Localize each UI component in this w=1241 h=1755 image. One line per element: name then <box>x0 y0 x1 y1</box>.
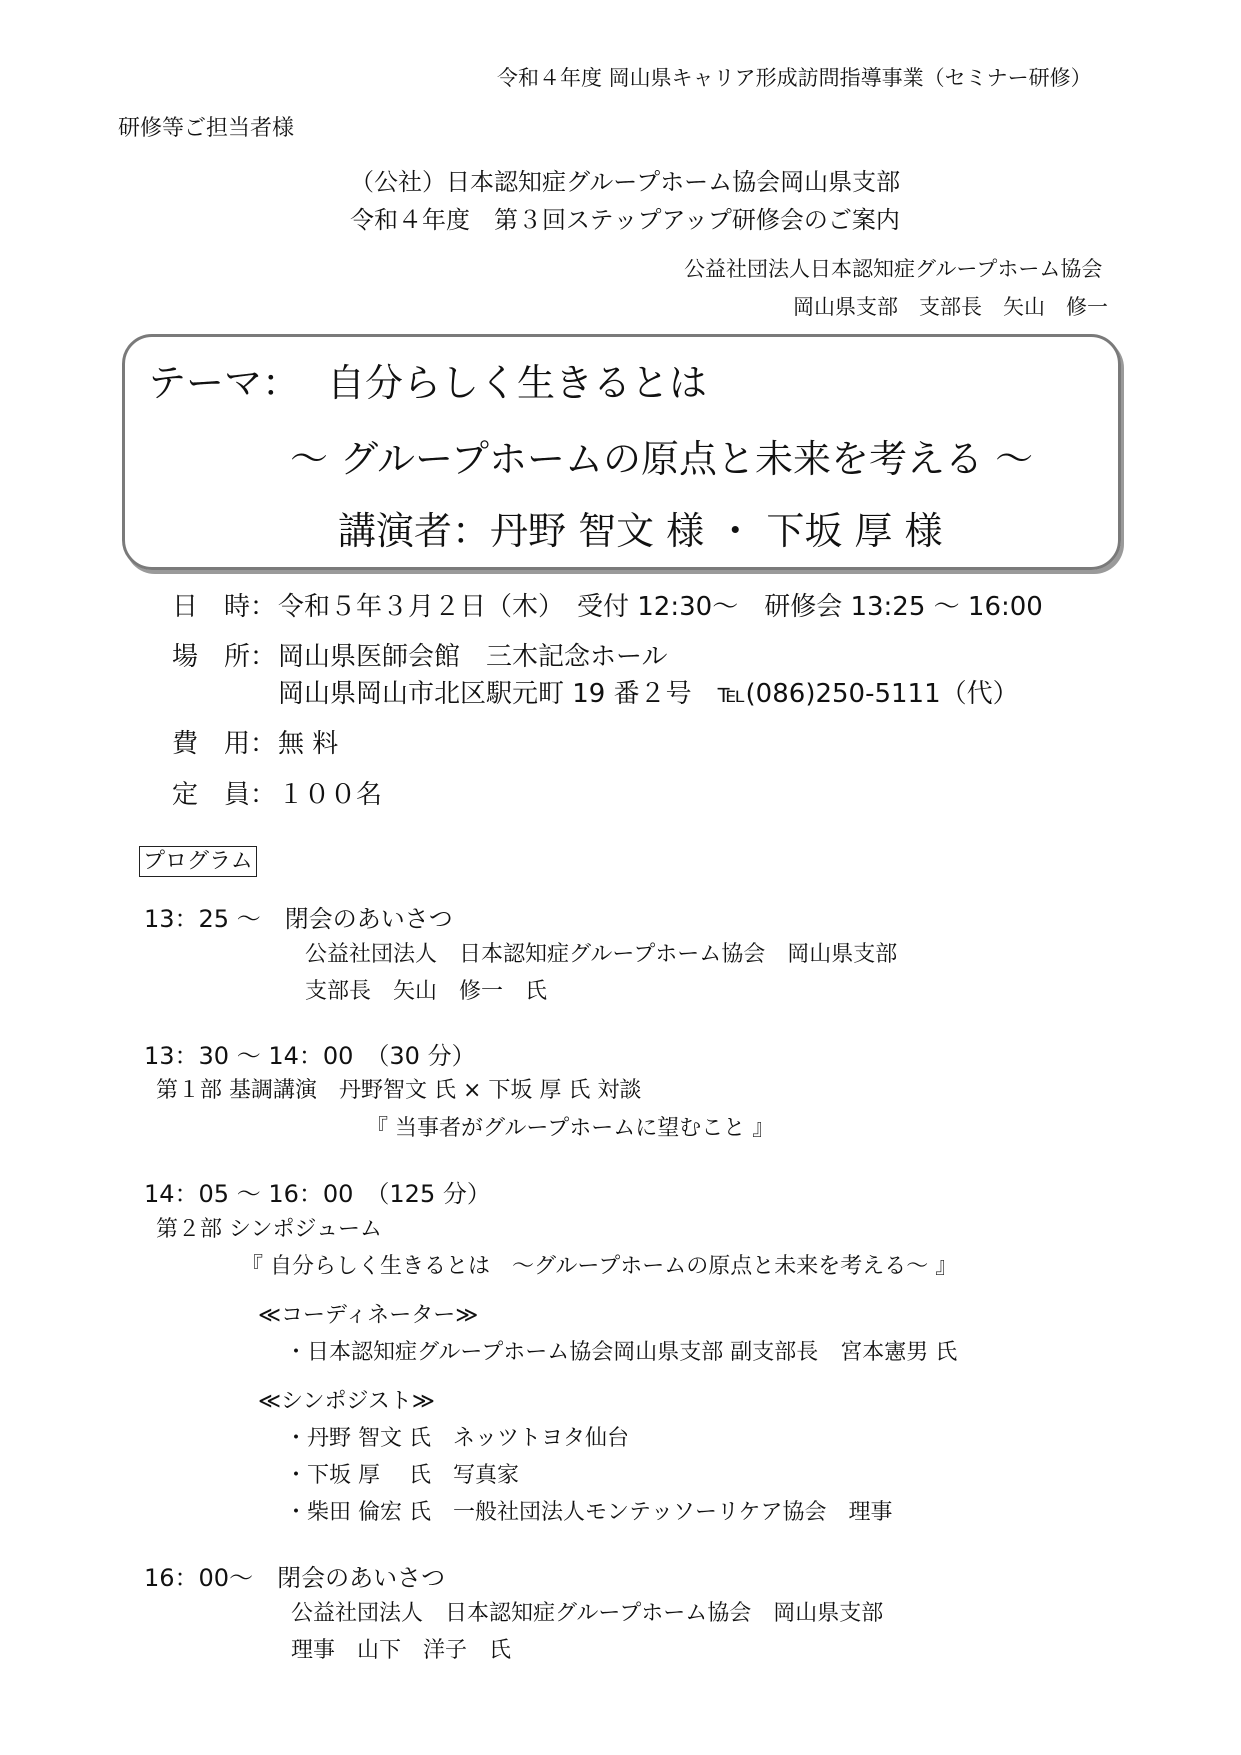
part1-theme: 『 当事者がグループホームに望むこと 』 <box>366 1116 775 1141</box>
symposist-item: ・柴田 倫宏 氏 一般社団法人モンテッソーリケア協会 理事 <box>285 1500 893 1525</box>
coordinator-heading: ≪コーディネーター≫ <box>258 1303 479 1328</box>
opening-person: 支部長 矢山 修一 氏 <box>305 979 548 1004</box>
title-line-2: 令和４年度 第３回ステップアップ研修会のご案内 <box>350 206 900 234</box>
fee-value: 無 料 <box>278 729 339 759</box>
date-label: 日 時： <box>172 592 277 622</box>
part1-title: 第１部 基調講演 丹野智文 氏 × 下坂 厚 氏 対談 <box>156 1078 642 1103</box>
part2-time: 14：05 ～ 16：00 （125 分） <box>144 1180 491 1208</box>
addressee: 研修等ご担当者様 <box>118 116 295 141</box>
place-label: 場 所： <box>172 642 277 672</box>
theme-speakers: 講演者：丹野 智文 様 ・ 下坂 厚 様 <box>338 509 943 553</box>
symposist-item: ・下坂 厚 氏 写真家 <box>285 1463 519 1488</box>
closing-org: 公益社団法人 日本認知症グループホーム協会 岡山県支部 <box>291 1601 884 1626</box>
theme-sub: ～ グループホームの原点と未来を考える ～ <box>290 437 1034 481</box>
program-heading: プログラム <box>139 846 257 877</box>
closing-person: 理事 山下 洋子 氏 <box>291 1638 512 1663</box>
place-value: 岡山県医師会館 三木記念ホール <box>278 642 668 672</box>
part2-title: 第２部 シンポジューム <box>156 1217 383 1242</box>
symposist-heading: ≪シンポジスト≫ <box>258 1389 435 1414</box>
closing-time: 16：00～ 閉会のあいさつ <box>144 1564 446 1592</box>
part2-theme: 『 自分らしく生きるとは ～グループホームの原点と未来を考える～ 』 <box>241 1254 958 1279</box>
sender-person: 岡山県支部 支部長 矢山 修一 <box>793 295 1108 319</box>
opening-time: 13：25 ～ 閉会のあいさつ <box>144 905 453 933</box>
opening-org: 公益社団法人 日本認知症グループホーム協会 岡山県支部 <box>305 942 898 967</box>
coordinator: ・日本認知症グループホーム協会岡山県支部 副支部長 宮本憲男 氏 <box>285 1340 958 1365</box>
theme-label: テーマ： <box>148 361 301 405</box>
part1-time: 13：30 ～ 14：00 （30 分） <box>144 1042 476 1070</box>
date-value: 令和５年３月２日（木） 受付 12:30～ 研修会 13:25 ～ 16:00 <box>278 592 1043 622</box>
fee-label: 費 用： <box>172 729 277 759</box>
sender-org: 公益社団法人日本認知症グループホーム協会 <box>684 257 1103 281</box>
theme-main: 自分らしく生きるとは <box>327 361 708 405</box>
symposist-item: ・丹野 智文 氏 ネッツトヨタ仙台 <box>285 1426 629 1451</box>
capacity-value: １００名 <box>278 780 383 810</box>
capacity-label: 定 員： <box>172 780 277 810</box>
header-note: 令和４年度 岡山県キャリア形成訪問指導事業（セミナー研修） <box>497 66 1092 90</box>
title-line-1: （公社）日本認知症グループホーム協会岡山県支部 <box>350 168 901 196</box>
address: 岡山県岡山市北区駅元町 19 番２号 ℡(086)250-5111（代） <box>278 679 1019 709</box>
